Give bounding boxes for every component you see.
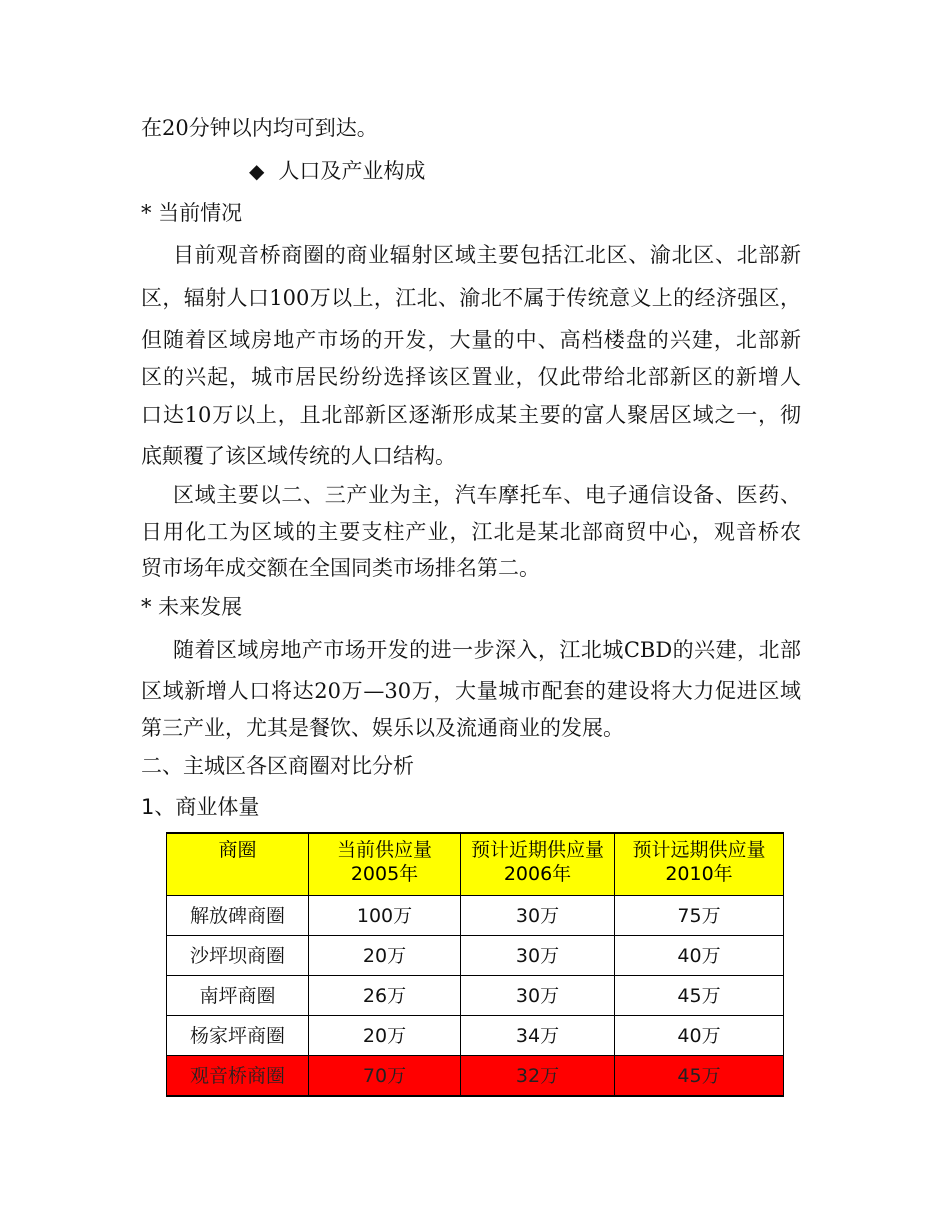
bullet-heading-text: 人口及产业构成 xyxy=(278,159,426,183)
header-cell-district: 商圈 xyxy=(167,833,309,896)
cell-current: 70万 xyxy=(309,1056,461,1097)
paragraph-line: 第三产业，尤其是餐饮、娱乐以及流通商业的发展。 xyxy=(141,716,624,740)
paragraph-line: 贸市场年成交额在全国同类市场排名第二。 xyxy=(141,556,540,580)
cell-current: 20万 xyxy=(309,1016,461,1056)
paragraph-continuation xyxy=(141,114,378,142)
header-cell-current-supply: 当前供应量 2005年 xyxy=(309,833,461,896)
cell-near-term: 30万 xyxy=(461,976,615,1016)
table-row xyxy=(167,976,784,1016)
cell-near-term: 34万 xyxy=(461,1016,615,1056)
cell-current: 100万 xyxy=(309,896,461,936)
cell-long-term: 75万 xyxy=(615,896,784,936)
table-row-highlighted xyxy=(167,1056,784,1097)
cell-long-term: 45万 xyxy=(615,1056,784,1097)
cell-current: 26万 xyxy=(309,976,461,1016)
cell-long-term: 45万 xyxy=(615,976,784,1016)
diamond-bullet-icon: ◆ xyxy=(249,159,265,183)
cell-district: 观音桥商圈 xyxy=(167,1056,309,1097)
paragraph-line: 区域新增人口将达20万—30万，大量城市配套的建设将大力促进区域 xyxy=(141,679,801,703)
paragraph-text: 在20分钟以内均可到达。 xyxy=(141,116,378,140)
header-cell-long-term-supply: 预计远期供应量 2010年 xyxy=(615,833,784,896)
paragraph-line: 口达10万以上，且北部新区逐渐形成某主要的富人聚居区域之一，彻 xyxy=(141,403,801,427)
future-development-heading: * 未来发展 xyxy=(141,595,243,619)
sub-heading: 1、商业体量 xyxy=(141,795,260,819)
paragraph-line: 目前观音桥商圈的商业辐射区域主要包括江北区、渝北区、北部新 xyxy=(173,243,801,267)
table-row xyxy=(167,1016,784,1056)
cell-long-term: 40万 xyxy=(615,1016,784,1056)
cell-current: 20万 xyxy=(309,936,461,976)
paragraph-line: 区，辐射人口100万以上，江北、渝北不属于传统意义上的经济强区， xyxy=(141,286,801,310)
paragraph-line: 但随着区域房地产市场的开发，大量的中、高档楼盘的兴建，北部新 xyxy=(141,328,801,352)
cell-district: 沙坪坝商圈 xyxy=(167,936,309,976)
cell-long-term: 40万 xyxy=(615,936,784,976)
cell-district: 南坪商圈 xyxy=(167,976,309,1016)
cell-near-term: 30万 xyxy=(461,936,615,976)
table-header-row xyxy=(167,833,784,896)
table-row xyxy=(167,936,784,976)
paragraph-line: 底颠覆了该区域传统的人口结构。 xyxy=(141,444,456,468)
header-cell-near-term-supply: 预计近期供应量 2006年 xyxy=(461,833,615,896)
current-situation-heading: * 当前情况 xyxy=(141,201,243,225)
paragraph-line: 随着区域房地产市场开发的进一步深入，江北城CBD的兴建，北部 xyxy=(173,638,801,662)
cell-near-term: 30万 xyxy=(461,896,615,936)
cell-near-term: 32万 xyxy=(461,1056,615,1097)
paragraph-line: 日用化工为区域的主要支柱产业，江北是某北部商贸中心，观音桥农 xyxy=(141,520,801,544)
table-row xyxy=(167,896,784,936)
section-heading: 二、主城区各区商圈对比分析 xyxy=(141,754,414,778)
commercial-volume-table xyxy=(166,832,784,1097)
paragraph-line: 区域主要以二、三产业为主，汽车摩托车、电子通信设备、医药、 xyxy=(173,483,801,507)
cell-district: 解放碑商圈 xyxy=(167,896,309,936)
paragraph-line: 区的兴起，城市居民纷纷选择该区置业，仅此带给北部新区的新增人 xyxy=(141,365,801,389)
cell-district: 杨家坪商圈 xyxy=(167,1016,309,1056)
bullet-heading xyxy=(249,157,425,185)
